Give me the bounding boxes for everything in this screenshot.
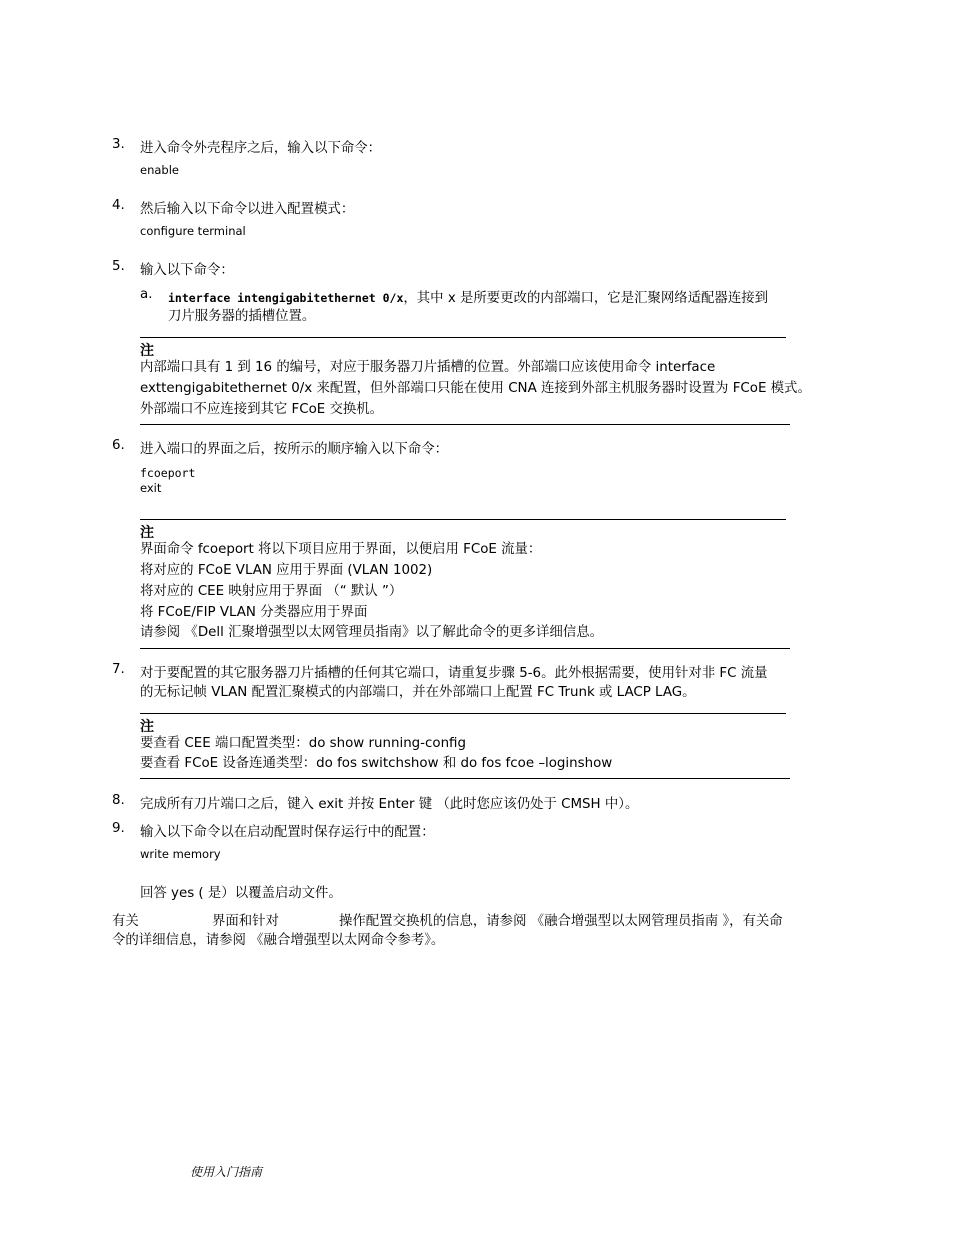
step-6-command-1: fcoeport (140, 466, 196, 480)
note-2-top-rule (140, 519, 786, 520)
step-3-command: enable (140, 163, 179, 177)
step-8-number: 8. (112, 793, 125, 808)
step-6-command-2: exit (140, 481, 162, 495)
closing-fragment-2: 界面和针对 (212, 914, 279, 929)
note-2-line-2: 将对应的 FCoE VLAN 应用于界面 (VLAN 1002) (140, 563, 433, 578)
step-5-number: 5. (112, 259, 125, 274)
step-7-line-1: 对于要配置的其它服务器刀片插槽的任何其它端口，请重复步骤 5-6。此外根据需要，使用针对非 FC 流量 (140, 666, 768, 681)
step-5-text: 输入以下命令： (140, 263, 234, 278)
note-3-bottom-rule (140, 778, 790, 779)
note-2-label: 注 (140, 525, 154, 541)
step-3-text: 进入命令外壳程序之后，输入以下命令： (140, 141, 382, 156)
note-1-top-rule (140, 337, 786, 338)
page-footer: 使用入门指南 (190, 1165, 263, 1179)
note-3-top-rule (140, 713, 786, 714)
step-8-text: 完成所有刀片端口之后，键入 exit 并按 Enter 键 （此时您应该仍处于 CMSH 中）。 (140, 797, 639, 812)
note-2-line-5: 请参阅 《Dell 汇聚增强型以太网管理员指南》以了解此命令的更多详细信息。 (140, 625, 604, 640)
step-5a-command: interface intengigabitethernet 0/x (168, 291, 404, 305)
note-1-label: 注 (140, 343, 154, 359)
step-9-text: 输入以下命令以在启动配置时保存运行中的配置： (140, 825, 435, 840)
note-2-line-4: 将 FCoE/FIP VLAN 分类器应用于界面 (140, 605, 368, 620)
note-3-label: 注 (140, 719, 154, 735)
step-5a-text: ，其中 x 是所要更改的内部端口，它是汇聚网络适配器连接到 (403, 291, 768, 306)
note-1-line-1: 内部端口具有 1 到 16 的编号，对应于服务器刀片插槽的位置。外部端口应该使用命令 interface (140, 360, 716, 375)
note-1-line-3: 外部端口不应连接到其它 FCoE 交换机。 (140, 402, 384, 417)
note-1-line-2: exttengigabitethernet 0/x 来配置，但外部端口只能在使用 CNA 连接到外部主机服务器时设置为 FCoE 模式。 (140, 381, 811, 396)
step-9-command: write memory (140, 847, 221, 861)
step-7-number: 7. (112, 662, 125, 677)
step-9-number: 9. (112, 821, 125, 836)
step-4-text: 然后输入以下命令以进入配置模式： (140, 202, 355, 217)
step-4-number: 4. (112, 198, 125, 213)
step-5a-line2: 刀片服务器的插槽位置。 (168, 309, 316, 324)
note-3-line-1: 要查看 CEE 端口配置类型：do show running-config (140, 736, 466, 751)
step-3-number: 3. (112, 137, 125, 152)
step-7-line-2: 的无标记帧 VLAN 配置汇聚模式的内部端口，并在外部端口上配置 FC Trunk 或 LACP LAG。 (140, 685, 696, 700)
step-9-answer: 回答 yes ( 是）以覆盖启动文件。 (140, 886, 342, 901)
step-4-command: configure terminal (140, 224, 246, 238)
closing-line-2: 令的详细信息，请参阅 《融合增强型以太网命令参考》。 (112, 933, 445, 948)
note-2-line-3: 将对应的 CEE 映射应用于界面 （“ 默认 ”） (140, 584, 403, 599)
note-2-bottom-rule (140, 648, 790, 649)
closing-fragment-1: 有关 (112, 914, 139, 929)
note-1-bottom-rule (140, 424, 790, 425)
step-6-text: 进入端口的界面之后，按所示的顺序输入以下命令： (140, 442, 448, 457)
step-6-number: 6. (112, 438, 125, 453)
note-3-line-2: 要查看 FCoE 设备连通类型：do fos switchshow 和 do fos fcoe –loginshow (140, 756, 613, 771)
closing-fragment-3: 操作配置交换机的信息，请参阅 《融合增强型以太网管理员指南 》，有关命 (339, 914, 783, 929)
note-2-line-1: 界面命令 fcoeport 将以下项目应用于界面，以便启用 FCoE 流量： (140, 542, 542, 557)
step-5a-letter: a. (140, 287, 153, 302)
step-5a-line1 (168, 287, 768, 306)
